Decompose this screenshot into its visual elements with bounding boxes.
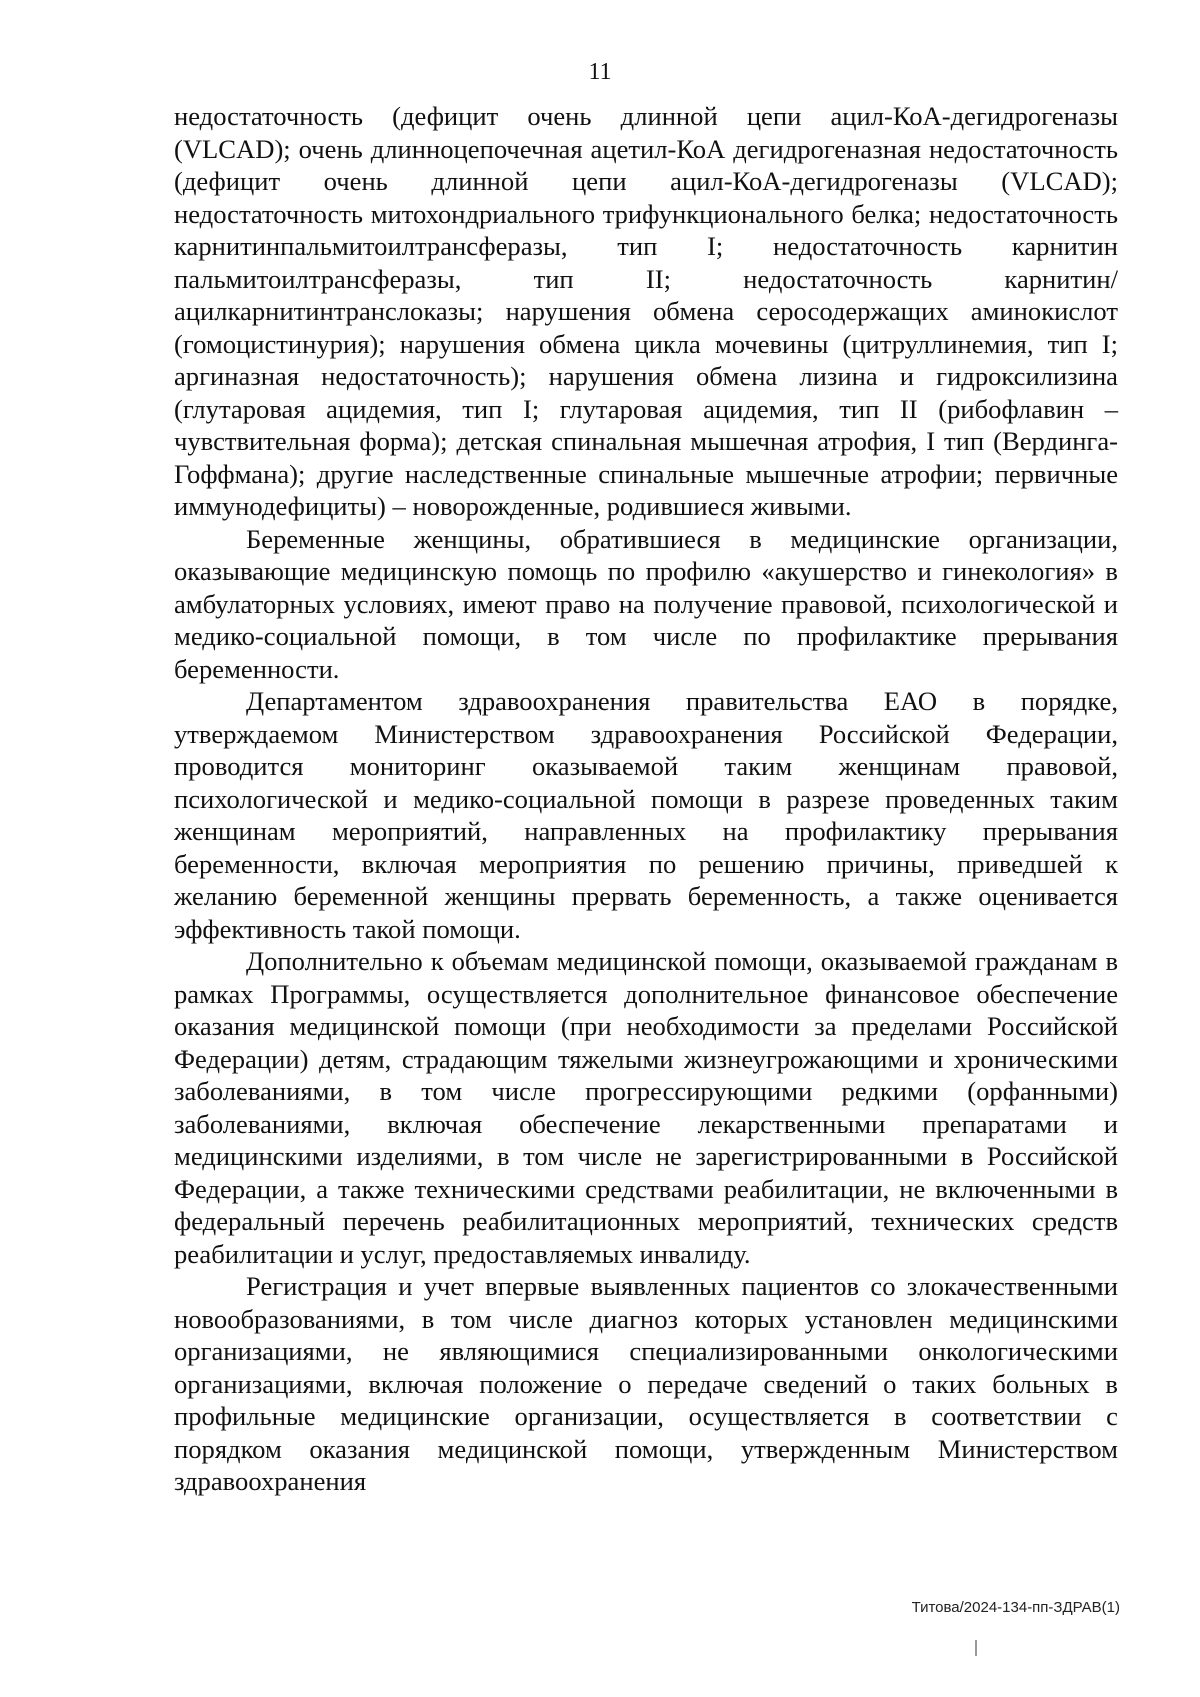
- scan-artifact-mark: [975, 1640, 977, 1656]
- document-registration-code: Титова/2024-134-пп-ЗДРАВ(1): [911, 1599, 1120, 1616]
- paragraph-continuation: недостаточность (дефицит очень длинной цепи ацил-КоА-дегидрогеназы (VLCAD); очень длинноцепочечная ацетил-КоА дегидрогеназная недостаточность (дефицит очень длинной цепи ацил-КоА-дегидрогеназы (VLCAD); недостаточность митохондриального трифункционального белка; недостаточность карнитинпальмитоилтрансферазы, тип I; недостаточность карнитин пальмитоилтрансферазы, тип II; недостаточность карнитин/ацилкарнитинтранслоказы; нарушения обмена серосодержащих аминокислот (гомоцистинурия); нарушения обмена цикла мочевины (цитруллинемия, тип I; аргиназная недостаточность); нарушения обмена лизина и гидроксилизина (глутаровая ацидемия, тип I; глутаровая ацидемия, тип II (рибофлавин – чувствительная форма); детская спинальная мышечная атрофия, I тип (Вердинга-Гоффмана); другие наследственные спинальные мышечные атрофии; первичные иммунодефициты) – новорожденные, родившиеся живыми.: [174, 101, 1118, 521]
- paragraph-pregnant-women: Беременные женщины, обратившиеся в медицинские организации, оказывающие медицинскую помощь по профилю «акушерство и гинекология» в амбулаторных условиях, имеют право на получение правовой, психологической и медико-социальной помощи, в том числе по профилактике прерывания беременности.: [174, 523, 1118, 684]
- page-number: 11: [588, 59, 612, 85]
- paragraph-additional-funding: Дополнительно к объемам медицинской помощи, оказываемой гражданам в рамках Программы, осуществляется дополнительное финансовое обеспечение оказания медицинской помощи (при необходимости за пределами Российской Федерации) детям, страдающим тяжелыми жизнеугрожающими и хроническими заболеваниями, в том числе прогрессирующими редкими (орфанными) заболеваниями, включая обеспечение лекарственными препаратами и медицинскими изделиями, в том числе не зарегистрированными в Российской Федерации, а также техническими средствами реабилитации, не включенными в федеральный перечень реабилитационных мероприятий, технических средств реабилитации и услуг, предоставляемых инвалиду.: [174, 946, 1118, 1269]
- document-body: [174, 100, 1118, 1498]
- paragraph-monitoring: Департаментом здравоохранения правительства ЕАО в порядке, утверждаемом Министерством здравоохранения Российской Федерации, проводится мониторинг оказываемой таким женщинам правовой, психологической и медико-социальной помощи в разрезе проведенных таким женщинам мероприятий, направленных на профилактику прерывания беременности, включая мероприятия по решению причины, приведшей к желанию беременной женщины прервать беременность, а также оценивается эффективность такой помощи.: [174, 686, 1118, 944]
- paragraph-registration: Регистрация и учет впервые выявленных пациентов со злокачественными новообразованиями, в том числе диагноз которых установлен медицинскими организациями, не являющимися специализированными онкологическими организациями, включая положение о передаче сведений о таких больных в профильные медицинские организации, осуществляется в соответствии с порядком оказания медицинской помощи, утвержденным Министерством здравоохранения: [174, 1271, 1118, 1496]
